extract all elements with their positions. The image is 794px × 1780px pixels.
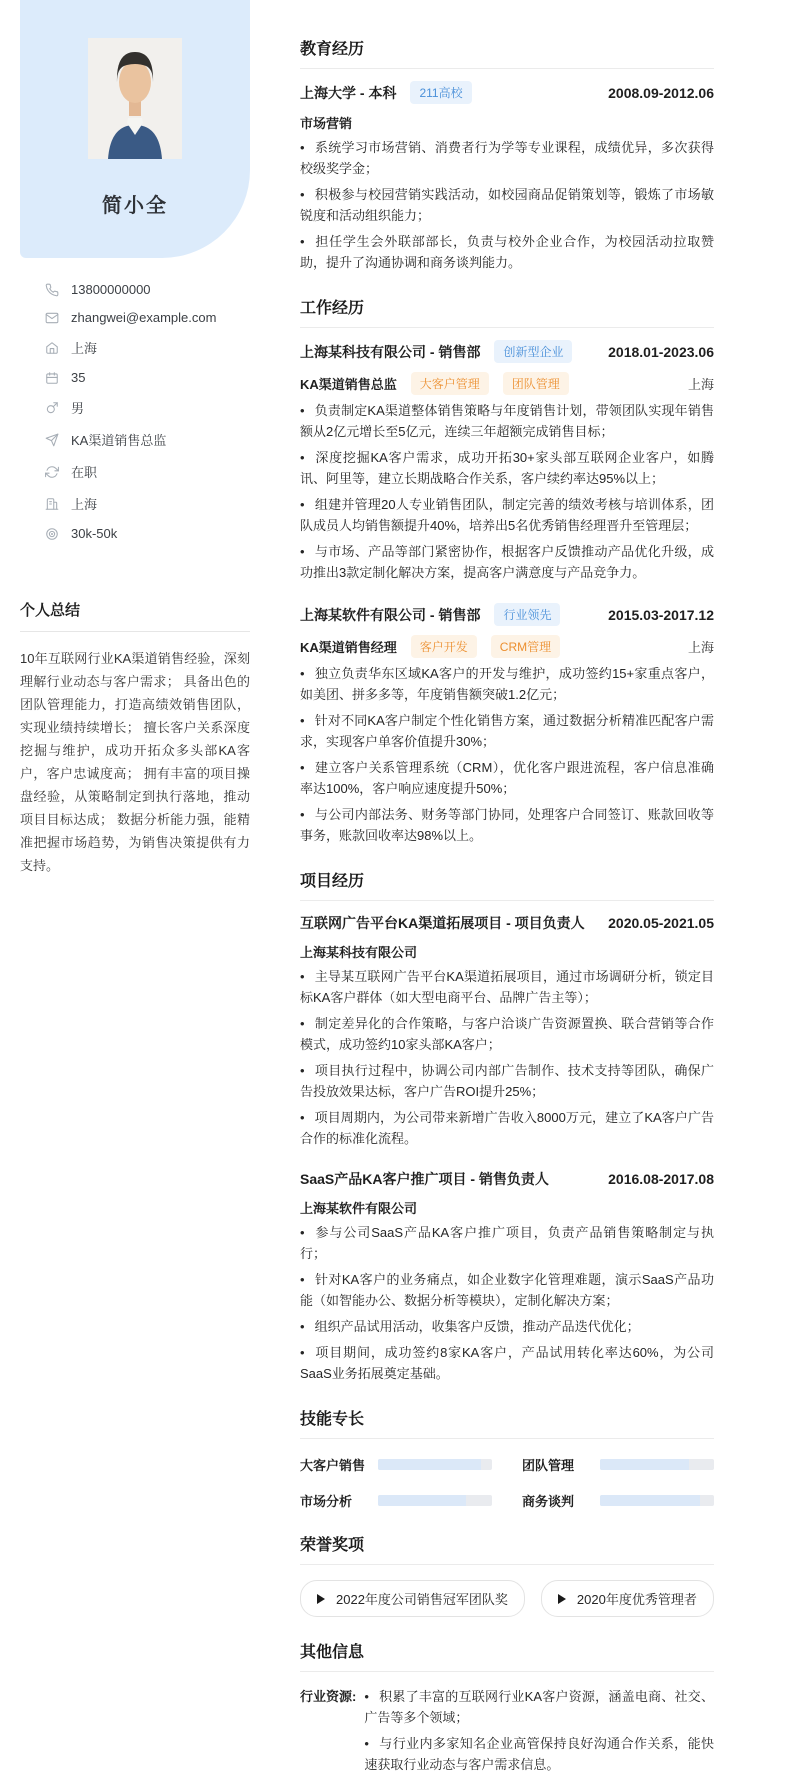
email-value: zhangwei@example.com <box>71 310 217 325</box>
work-location: 上海 <box>687 640 714 655</box>
contact-item-status <box>45 462 250 481</box>
bullet: • 积极参与校园营销实践活动，如校园商品促销策划等，锻炼了市场敏锐度和活动组织能力； <box>300 184 714 226</box>
contact-item-hometown <box>45 338 250 357</box>
contact-item-gender <box>45 398 250 417</box>
skill-bar-fill <box>378 1495 466 1506</box>
bullet: • 建立客户关系管理系统（CRM），优化客户跟进流程，客户信息准确率达100%，客户响应速度提升50%； <box>300 757 714 799</box>
role-tag: 大客户管理 <box>411 372 489 395</box>
section-title-skills: 技能专长 <box>300 1406 714 1439</box>
bullet: • 主导某互联网广告平台KA渠道拓展项目，通过市场调研分析，锁定目标KA客户群体（如大型电商平台、品牌广告主等）； <box>300 966 714 1008</box>
bullet: • 系统学习市场营销、消费者行为学等专业课程，成绩优异，多次获得校级奖学金； <box>300 137 714 179</box>
skill-bar <box>378 1495 492 1506</box>
summary-text: 10年互联网行业KA渠道销售经验，深刻理解行业动态与客户需求； 具备出色的团队管理能力，打造高绩效销售团队，实现业绩持续增长； 擅长客户关系深度挖掘与维护，成功开拓众多头部KA客户，客户忠诚度高； 拥有丰富的项目操盘经验，从策略制定到执行落地，推动项目目标达成； 数据分析能力强，能精准把握市场趋势，为销售决策提供有力支持。 <box>20 651 250 873</box>
status-value: 在职 <box>71 465 98 480</box>
work-section <box>300 295 714 846</box>
skill-bar-fill <box>378 1459 481 1470</box>
project-company: 上海某科技有限公司 <box>300 945 418 960</box>
profile-panel <box>20 0 250 258</box>
education-entry <box>300 81 714 273</box>
award-item[interactable] <box>300 1580 525 1617</box>
education-section <box>300 36 714 273</box>
city-icon <box>45 497 59 511</box>
company-name: 上海某软件有限公司 - 销售部 <box>300 606 481 623</box>
bullet: • 积累了丰富的互联网行业KA客户资源，涵盖电商、社交、广告等多个领域； <box>364 1686 714 1728</box>
skill-label: 市场分析 <box>300 1494 353 1509</box>
company-name: 上海某科技有限公司 - 销售部 <box>300 343 481 360</box>
contact-item-phone <box>45 282 250 297</box>
bullet: • 项目周期内，为公司带来新增广告收入8000万元，建立了KA客户广告合作的标准化流程。 <box>300 1107 714 1149</box>
award-label: 2020年度优秀管理者 <box>576 1592 697 1607</box>
phone-value: 13800000000 <box>71 282 151 297</box>
education-bullets <box>300 137 714 273</box>
role-tag: CRM管理 <box>491 635 560 658</box>
salary-icon <box>45 527 59 541</box>
award-label: 2022年度公司销售冠军团队奖 <box>336 1592 508 1607</box>
section-title-other: 其他信息 <box>300 1639 714 1672</box>
contact-item-position <box>45 430 250 449</box>
company-tag: 行业领先 <box>494 603 560 626</box>
other-info-bullets <box>364 1686 714 1780</box>
sidebar <box>20 0 250 1780</box>
work-entry <box>300 340 714 583</box>
contact-item-city <box>45 494 250 513</box>
work-bullets <box>300 663 714 846</box>
skill-label: 团队管理 <box>522 1458 575 1473</box>
school-name: 上海大学 - 本科 <box>300 84 397 101</box>
skills-grid <box>300 1455 714 1510</box>
bullet: • 独立负责华东区域KA客户的开发与维护，成功签约15+家重点客户，如美团、拼多多等，年度销售额突破1.2亿元； <box>300 663 714 705</box>
skill-bar-fill <box>600 1459 689 1470</box>
salary-value: 30k-50k <box>71 526 118 541</box>
status-icon <box>45 465 59 479</box>
position-value: KA渠道销售总监 <box>71 433 167 448</box>
work-entry <box>300 603 714 846</box>
bullet: • 负责制定KA渠道整体销售策略与年度销售计划，带领团队实现年销售额从2亿元增长至5亿元，连续三年超额完成销售目标； <box>300 400 714 442</box>
section-title-education: 教育经历 <box>300 36 714 69</box>
age-icon <box>45 371 59 385</box>
bullet: • 深度挖掘KA客户需求，成功开拓30+家头部互联网企业客户，如腾讯、阿里等，建立长期战略合作关系，客户续约率达95%以上； <box>300 447 714 489</box>
work-bullets <box>300 400 714 583</box>
portrait-illustration <box>88 38 182 159</box>
bullet: • 项目执行过程中，协调公司内部广告制作、技术支持等团队，确保广告投放效果达标，客户广告ROI提升25%； <box>300 1060 714 1102</box>
skill-label: 大客户销售 <box>300 1458 366 1473</box>
bullet: • 针对KA客户的业务痛点，如企业数字化管理难题，演示SaaS产品功能（如智能办公、数据分析等模块），定制化解决方案； <box>300 1269 714 1311</box>
contact-list <box>20 282 250 541</box>
contact-item-age <box>45 370 250 385</box>
section-title-work: 工作经历 <box>300 295 714 328</box>
gender-icon <box>45 401 59 415</box>
bullet: • 制定差异化的合作策略，与客户洽谈广告资源置换、联合营销等合作模式，成功签约10家头部KA客户； <box>300 1013 714 1055</box>
major-name: 市场营销 <box>300 116 353 131</box>
project-name: SaaS产品KA客户推广项目 - 销售负责人 <box>300 1171 549 1187</box>
project-entry <box>300 1169 714 1384</box>
skill-bar <box>600 1495 714 1506</box>
school-tag: 211高校 <box>410 81 471 104</box>
project-bullets <box>300 966 714 1149</box>
phone-icon <box>45 283 59 297</box>
skill-item <box>300 1455 492 1474</box>
skill-bar-fill <box>600 1495 700 1506</box>
skill-item <box>300 1491 492 1510</box>
hometown-value: 上海 <box>71 341 98 356</box>
bullet: • 组建并管理20人专业销售团队，制定完善的绩效考核与培训体系，团队成员人均销售额提升40%，培养出5名优秀销售经理晋升至管理层； <box>300 494 714 536</box>
bullet: • 组织产品试用活动，收集客户反馈，推动产品迭代优化； <box>300 1316 714 1337</box>
awards-row <box>300 1580 714 1617</box>
project-bullets <box>300 1222 714 1384</box>
project-name: 互联网广告平台KA渠道拓展项目 - 项目负责人 <box>300 915 585 931</box>
contact-item-salary <box>45 526 250 541</box>
other-info-section <box>300 1639 714 1780</box>
skills-section <box>300 1406 714 1510</box>
bullet: • 与行业内多家知名企业高管保持良好沟通合作关系，能快速获取行业动态与客户需求信息。 <box>364 1733 714 1775</box>
skill-bar <box>600 1459 714 1470</box>
work-period: 2018.01-2023.06 <box>608 343 714 360</box>
age-value: 35 <box>71 370 86 385</box>
profile-photo <box>88 38 182 159</box>
play-icon <box>317 1594 325 1604</box>
contact-item-email <box>45 310 250 325</box>
skill-label: 商务谈判 <box>522 1494 575 1509</box>
bullet: • 参与公司SaaS产品KA客户推广项目，负责产品销售策略制定与执行； <box>300 1222 714 1264</box>
project-entry <box>300 913 714 1149</box>
project-company: 上海某软件有限公司 <box>300 1201 418 1216</box>
play-icon <box>558 1594 566 1604</box>
other-info-label: 行业资源: <box>300 1689 357 1704</box>
work-location: 上海 <box>687 377 714 392</box>
project-period: 2016.08-2017.08 <box>608 1171 714 1187</box>
job-title: KA渠道销售总监 <box>300 377 397 392</box>
main-content <box>300 0 714 1780</box>
award-item[interactable] <box>541 1580 714 1617</box>
section-title-awards: 荣誉奖项 <box>300 1532 714 1565</box>
bullet: • 项目期间，成功签约8家KA客户，产品试用转化率达60%，为公司SaaS业务拓展奠定基础。 <box>300 1342 714 1384</box>
email-icon <box>45 311 59 325</box>
bullet: • 担任学生会外联部部长，负责与校外企业合作，为校园活动拉取赞助，提升了沟通协调和商务谈判能力。 <box>300 231 714 273</box>
projects-section <box>300 868 714 1384</box>
candidate-name: 简小全 <box>102 195 168 217</box>
skill-item <box>522 1491 714 1510</box>
skill-item <box>522 1455 714 1474</box>
education-period: 2008.09-2012.06 <box>608 84 714 101</box>
skill-bar <box>378 1459 492 1470</box>
position-icon <box>45 433 59 447</box>
role-tag: 团队管理 <box>503 372 569 395</box>
summary-section <box>20 599 250 877</box>
city-value: 上海 <box>71 497 98 512</box>
bullet: • 与市场、产品等部门紧密协作，根据客户反馈推动产品优化升级，成功推出3款定制化解决方案，提高客户满意度与产品竞争力。 <box>300 541 714 583</box>
bullet: • 与公司内部法务、财务等部门协同，处理客户合同签订、账款回收等事务，账款回收率达98%以上。 <box>300 804 714 846</box>
role-tag: 客户开发 <box>411 635 477 658</box>
project-period: 2020.05-2021.05 <box>608 915 714 931</box>
section-title-projects: 项目经历 <box>300 868 714 901</box>
home-icon <box>45 341 59 355</box>
bullet: • 针对不同KA客户制定个性化销售方案，通过数据分析精准匹配客户需求，实现客户单客价值提升30%； <box>300 710 714 752</box>
work-period: 2015.03-2017.12 <box>608 606 714 623</box>
summary-title: 个人总结 <box>20 599 250 632</box>
job-title: KA渠道销售经理 <box>300 640 397 655</box>
gender-value: 男 <box>71 401 85 416</box>
awards-section <box>300 1532 714 1617</box>
company-tag: 创新型企业 <box>494 340 572 363</box>
